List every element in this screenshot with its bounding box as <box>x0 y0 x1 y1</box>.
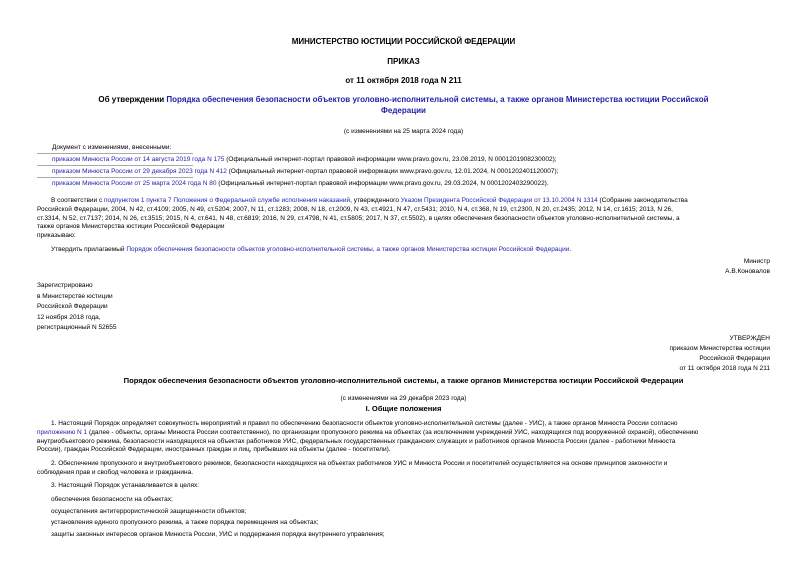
registration-block <box>37 281 117 334</box>
preamble-paragraph <box>37 197 770 241</box>
change-item: приказом Минюста России от 25 марта 2024 года N 80 (Официальный интернет-портал правовой информации www.pravo.gov.ru, 29.03.2024, N 0001202403290022). <box>52 180 549 187</box>
procedure-link[interactable]: Порядок обеспечения безопасности объектов уголовно-исполнительной системы, а также органов Министерства юстиции Российской Федерации <box>126 246 570 253</box>
clause-2 <box>37 460 770 478</box>
preamble-line: В соответствии с подпунктом 1 пункта 7 Положения о Федеральной службе исполнения наказаний, утвержденного Указом Президента Российской Федерации от 13.10.2004 N 1314 (Собрание законодательства <box>51 197 688 204</box>
change-link[interactable]: приказом Минюста России от 25 марта 2024 года N 80 <box>52 180 217 187</box>
order-title: Порядок обеспечения безопасности объектов уголовно-исполнительной системы, а также органов Министерства юстиции Российской Федерации <box>123 376 684 385</box>
registration-line: регистрационный N 52655 <box>37 324 117 331</box>
amended-note: (с изменениями на 25 марта 2024 года) <box>343 128 464 135</box>
change-item: приказом Минюста России от 29 декабря 2023 года N 412 (Официальный интернет-портал правовой информации www.pravo.gov.ru, 12.01.2024, N 0001202401120007); <box>52 168 559 175</box>
decree-link[interactable]: Указом Президента Российской Федерации от 13.10.2004 N 1314 <box>400 197 598 204</box>
separator <box>37 165 193 166</box>
change-link[interactable]: приказом Минюста России от 29 декабря 2023 года N 412 <box>52 168 227 175</box>
section-heading: I. Общие положения <box>365 404 442 413</box>
preamble-line: также органов Министерства юстиции Российской Федерации <box>37 223 225 231</box>
preamble-line: приказываю: <box>37 232 76 240</box>
clause-line: приложению N 1 (далее - объекты, органы Минюста России соответственно), по организации пропускного режима на объектах (за исключением учреждений УИС, находящихся под вооруженной охраной), обеспечению <box>37 428 699 436</box>
order-link[interactable]: Порядка обеспечения безопасности объектов уголовно-исполнительной системы, а также органов Министерства юстиции Российской <box>166 95 709 104</box>
preamble-line: Российской Федерации, 2004, N 42, ст.4109; 2005, N 49, ст.5204; 2007, N 11, ст.1283; 2008, N 18, ст.2009, N 43, ст.4921, N 47, ст.5431; 2010, N 4, ст.368, N 19, ст.2300, N 20, ст.2435; 2012, N 14, ст.1615; 2013, N 26, <box>37 205 673 213</box>
signer-name: А.В.Коновалов <box>725 268 770 275</box>
separator <box>37 177 193 178</box>
change-item: приказом Минюста России от 14 августа 2019 года N 175 (Официальный интернет-портал правовой информации www.pravo.gov.ru, 23.08.2019, N 0001201908230002); <box>52 156 557 163</box>
clause-line: России), граждан Российской Федерации, иностранных граждан и лиц, прибывших на объекты (далее - посетители). <box>37 446 391 454</box>
changes-title: Документ с изменениями, внесенными: <box>52 144 172 151</box>
registration-line: Зарегистрировано <box>37 282 93 289</box>
list-item: защиты законных интересов органов Минюста России, УИС и поддержания порядка внутреннего управления; <box>51 530 385 538</box>
approve-statement: Утвердить прилагаемый Порядок обеспечения безопасности объектов уголовно-исполнительной системы, а также органов Министерства юстиции Российской Федерации. <box>51 246 572 253</box>
approved-line: Российской Федерации <box>699 355 770 362</box>
goals-list <box>51 494 385 540</box>
signer-role: Министр <box>743 258 770 265</box>
appendix-link[interactable]: приложению N 1 <box>37 428 88 436</box>
list-item: обеспечения безопасности на объектах; <box>51 496 173 503</box>
approved-line: от 11 октября 2018 года N 211 <box>679 365 770 372</box>
clause-line: 1. Настоящий Порядок определяет совокупность мероприятий и правил по обеспечению безопасности объектов уголовно-исполнительной системы (далее - УИС), а также органов Минюста России согласно <box>51 420 678 427</box>
registration-line: 12 ноября 2018 года, <box>37 313 101 321</box>
ministry-heading: МИНИСТЕРСТВО ЮСТИЦИИ РОССИЙСКОЙ ФЕДЕРАЦИИ <box>291 37 516 46</box>
order-amended-note: (с изменениями на 29 декабря 2023 года) <box>340 395 467 402</box>
clause-line: внутриобъектового режима, безопасности находящихся на объектах работников УИС, федеральных государственных гражданских служащих и работников органов Минюста России (далее - работники Минюста <box>37 437 676 445</box>
doc-subject-line-1 <box>0 95 807 104</box>
clause-line: 2. Обеспечение пропускного и внутриобъектового режимов, безопасности находящихся на объектах работников УИС и Минюста России и посетителей осуществляется на основе принципов законности и <box>51 460 668 467</box>
doc-date-number: от 11 октября 2018 года N 211 <box>345 76 462 85</box>
list-item: установления единого пропускного режима, а также порядка перемещения на объектах; <box>51 519 319 526</box>
doc-type-heading: ПРИКАЗ <box>387 57 420 66</box>
doc-subject-line-2[interactable]: Федерации <box>381 106 426 115</box>
separator <box>37 153 193 154</box>
clause-line: соблюдения прав и свобод человека и гражданина. <box>37 468 194 476</box>
registration-line: Российской Федерации <box>37 303 108 310</box>
preamble-line: ст.3314, N 52, ст.7137; 2014, N 26, ст.3515; 2015, N 4, ст.641, N 48, ст.6819; 2016, N 29, ст.4798, N 41, ст.5805; 2017, N 37, ст.5502), в целях обеспечения безопасности объектов уголовно-исполнительной системы, а <box>37 214 680 222</box>
clause-3: 3. Настоящий Порядок устанавливается в целях: <box>51 482 200 489</box>
list-item: осуществления антитеррористической защищенности объектов; <box>51 507 247 515</box>
approved-line: УТВЕРЖДЕН <box>729 335 770 342</box>
clause-1 <box>37 420 770 455</box>
regulation-link[interactable]: подпунктом 1 пункта 7 Положения о Федеральной службе исполнения наказаний <box>104 197 351 204</box>
registration-line: в Министерстве юстиции <box>37 292 113 300</box>
change-link[interactable]: приказом Минюста России от 14 августа 2019 года N 175 <box>52 156 225 163</box>
subject-prefix: Об утверждении <box>98 95 167 104</box>
approved-block <box>670 334 771 374</box>
approved-line: приказом Министерства юстиции <box>669 345 770 352</box>
